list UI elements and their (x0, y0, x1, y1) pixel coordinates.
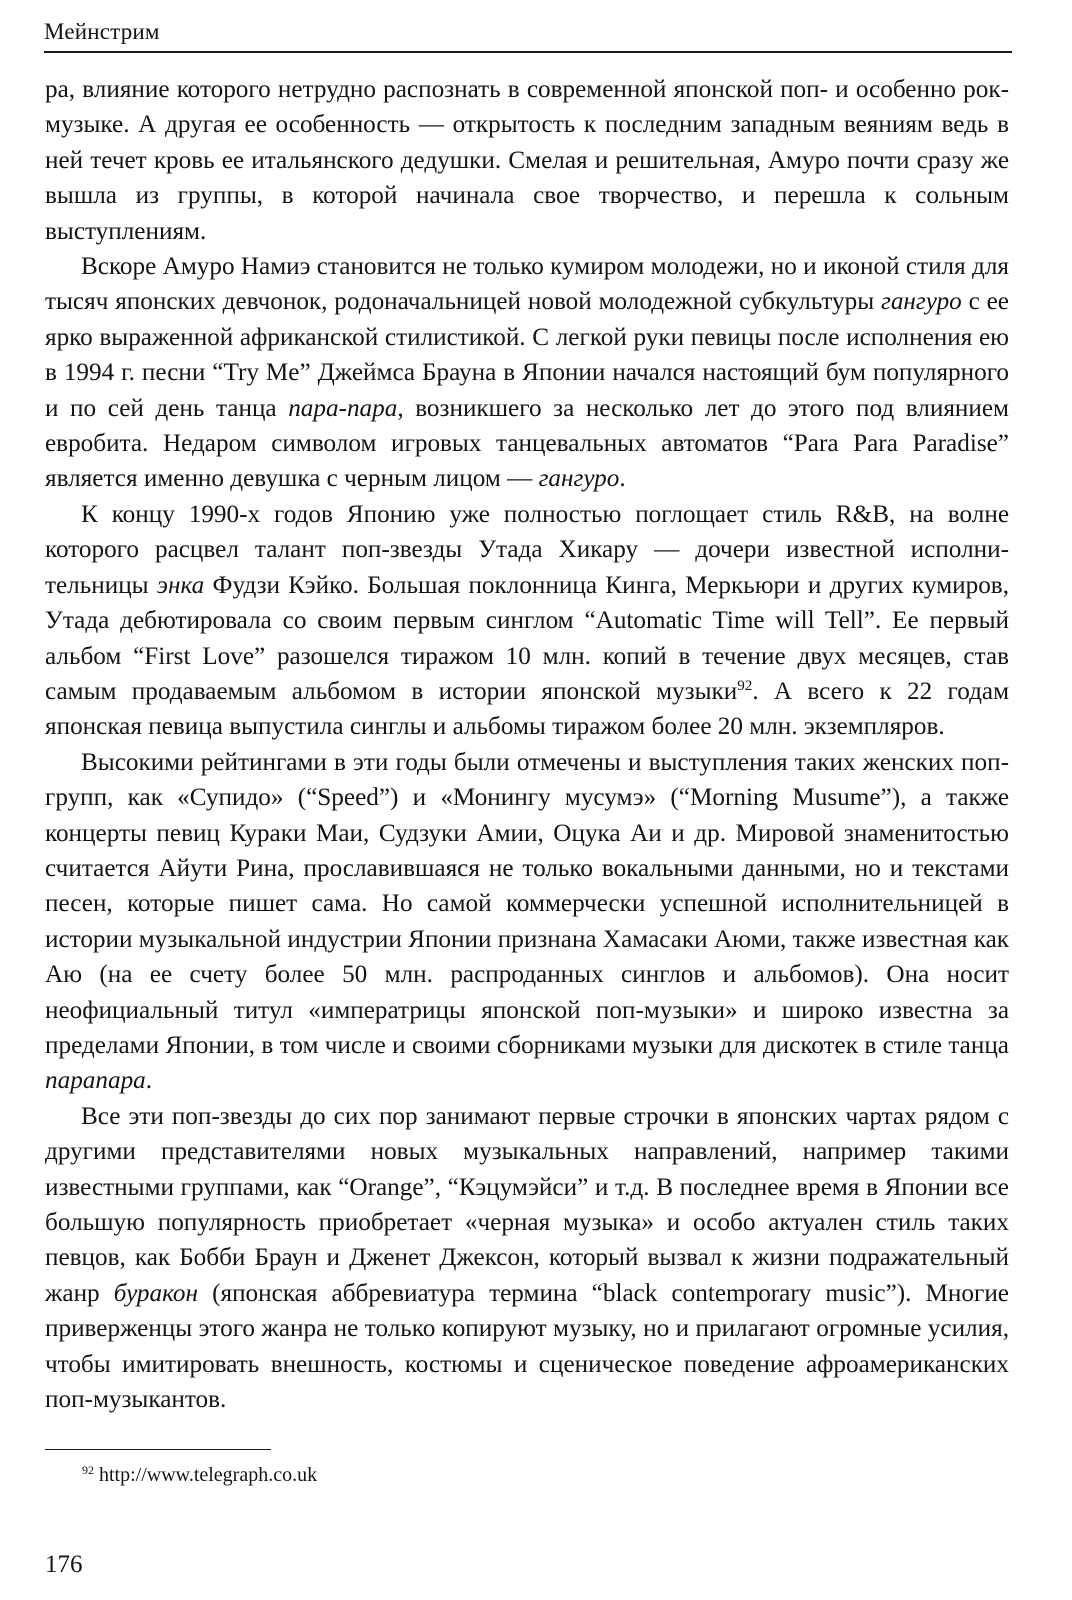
text-run: Вскоре Амуро Намиэ становится не только кумиром молодежи, но и иконой стиля для тысяч японских девчонок, родоначальницей новой молодежной субкультуры (45, 253, 1009, 316)
page-number: 176 (45, 1551, 83, 1578)
footnote-reference: 92 (737, 677, 753, 694)
paragraph (45, 249, 1009, 497)
text-run: , возникшего за несколько лет до этого под влиянием евробита. Недаром символом игровых танцевальных автоматов “Para Para Paradise” является именно девушка с черным лицом — (45, 394, 1009, 493)
footnote-text: http://www.telegraph.co.uk (99, 1464, 318, 1486)
footnote-92 (82, 1462, 317, 1488)
text-run: ра, влияние которого нетрудно распознать в современной японской поп- и особенно рок-музыке. А другая ее особенность — открытость к последним западным веяниям ведь в ней течет кровь ее итальянского дедушки. Смелая и решительная, Амуро почти сразу же вышла из группы, в которой начинала свое творчество, и перешла к сольным выступлениям. (45, 76, 1009, 245)
body-text (45, 72, 1009, 1417)
italic-term: пара-пара (288, 394, 398, 422)
italic-term: энка (156, 571, 205, 599)
paragraph (45, 72, 1009, 249)
text-run: . (619, 465, 626, 493)
footnote-separator (45, 1449, 271, 1450)
text-run: Высокими рейтингами в эти годы были отмечены и выступления таких женских поп-групп, как «Супидо» (“Speed”) и «Монингу мусумэ» (“Morning Musume”), а также концерты певиц Кураки Маи, Судзуки Амии, Оцука Аи и др. Мировой знаменитостью считается Айути Рина, прославившаяся не только вокальными данными, но и текстами песен, которые пишет сама. Но самой коммерчески успешной исполнительницей в истории музыкальной индустрии Японии признана Хамасаки Аюми, также известная как Аю (на ее счету более 50 млн. распроданных синглов и альбомов). Она носит неофициальный титул «императрицы японской поп-музыки» и широко известна за пределами Японии, в том числе и своими сборниками музыки для дискотек в стиле танца (45, 748, 1009, 1059)
text-run: (японская аббревиатура термина “black contemporary music”). Многие приверженцы этого жанра не только копируют музыку, но и прилагают огромные усилия, чтобы имитировать внешность, костюмы и сценическое поведение афроамериканских поп-музыкантов. (45, 1279, 1009, 1414)
paragraph (45, 745, 1009, 1099)
paragraph (45, 1099, 1009, 1418)
footnote-marker: 92 (82, 1462, 94, 1477)
italic-term: буракон (113, 1279, 199, 1307)
italic-term: парапара (45, 1067, 146, 1095)
italic-term: гангуро (881, 288, 962, 316)
paragraph (45, 497, 1009, 745)
text-run: К концу 1990-х годов Японию уже полностью поглощает стиль R&B, на волне которого расцвел талант поп-звезды Утада Хикару — дочери известной исполнительницы (45, 500, 1009, 599)
text-run: Фудзи Кэйко. Большая поклонница Кинга, Меркьюри и других кумиров, Утада дебютировала со своим первым синглом “Automatic Time will Tell”. Ее первый альбом “First Love” разошелся тиражом 10 млн. копий в течение двух месяцев, став самым продаваемым альбомом в истории японской музыки (45, 571, 1009, 705)
text-run: . А всего к 22 годам японская певица выпустила синглы и альбомы тиражом более 20 млн. экземпляров. (45, 677, 1010, 741)
italic-term: гангуро (538, 465, 620, 493)
running-header: Мейнстрим (44, 19, 160, 44)
text-run: . (145, 1067, 153, 1095)
text-run: Все эти поп-звезды до сих пор занимают первые строчки в японских чартах рядом с другими представителями новых музыкальных направлений, например такими известными группами, как “Orange”, “Кэцумэйси” и т.д. В последнее время в Японии все большую популярность приобретает «черная музыка» и особо актуален стиль таких певцов, как Бобби Браун и Дженет Джексон, который вызвал к жизни подражательный жанр (45, 1102, 1009, 1307)
header-rule (44, 51, 1012, 53)
text-run: с ее ярко выраженной африканской стилистикой. С легкой руки певицы после исполнения ею в 1994 г. песни “Try Me” Джеймса Брауна в Японии начался настоящий бум популярного и по сей день танца (45, 288, 1009, 422)
